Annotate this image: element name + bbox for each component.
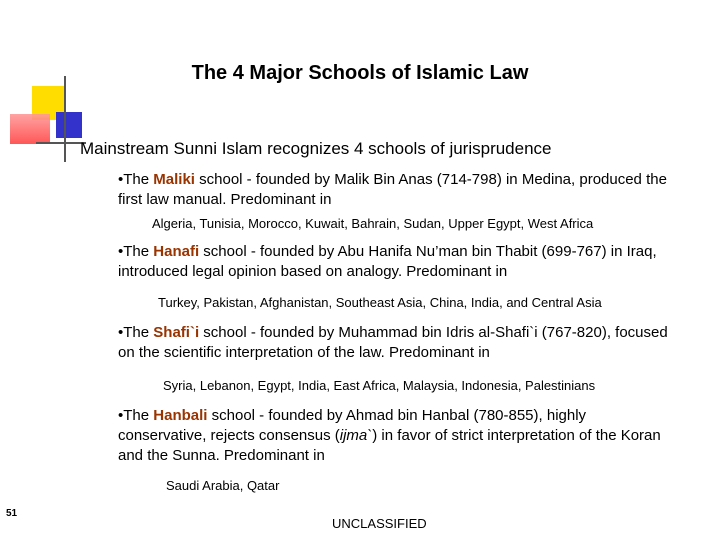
school-name-hanafi: Hanafi <box>153 243 200 260</box>
deco-vertical-line <box>64 76 66 162</box>
school-pre: The <box>123 243 154 260</box>
deco-blue-square <box>56 112 82 138</box>
school-description-italic: ijma` <box>339 427 373 444</box>
school-pre: The <box>123 324 154 341</box>
slide-number: 51 <box>6 508 18 519</box>
school-description: school - founded by Malik Bin Anas (714-798) in Medina, produced the first law manual. Predominant in <box>118 171 667 208</box>
school-entry-maliki <box>118 170 678 210</box>
intro-text: Mainstream Sunni Islam recognizes 4 schools of jurisprudence <box>80 139 552 158</box>
bullet: • <box>118 407 124 424</box>
deco-red-square <box>10 114 50 144</box>
school-entry-hanbali <box>118 406 678 466</box>
regions-maliki: Algeria, Tunisia, Morocco, Kuwait, Bahrain, Sudan, Upper Egypt, West Africa <box>152 216 594 231</box>
school-entry-hanafi <box>118 242 678 282</box>
bullet: • <box>118 243 124 260</box>
school-entry-shafii <box>118 323 678 363</box>
school-description: school - founded by Muhammad bin Idris al-Shafi`i (767-820), focused on the scientific interpretation of the law. Predominant in <box>118 324 668 361</box>
bullet: • <box>118 171 124 188</box>
school-name-hanbali: Hanbali <box>153 407 208 424</box>
school-name-shafii: Shafi`i <box>153 324 200 341</box>
deco-horizontal-line <box>36 142 86 144</box>
school-description: school - founded by Abu Hanifa Nu’man bin Thabit (699-767) in Iraq, introduced legal opinion based on analogy. Predominant in <box>118 243 657 280</box>
slide-title: The 4 Major Schools of Islamic Law <box>191 62 529 84</box>
school-name-maliki: Maliki <box>153 171 195 188</box>
regions-hanafi: Turkey, Pakistan, Afghanistan, Southeast Asia, China, India, and Central Asia <box>158 295 602 310</box>
bullet: • <box>118 324 124 341</box>
classification-label: UNCLASSIFIED <box>332 516 427 531</box>
school-description-a: school - founded by Ahmad bin Hanbal (780-855), highly conservative, rejects consensus ( <box>118 407 587 444</box>
regions-hanbali: Saudi Arabia, Qatar <box>166 478 280 493</box>
regions-shafii: Syria, Lebanon, Egypt, India, East Africa, Malaysia, Indonesia, Palestinians <box>163 378 596 393</box>
school-pre: The <box>123 407 154 424</box>
school-description-b: ) in favor of strict interpretation of the Koran and the Sunna. Predominant in <box>118 427 661 464</box>
school-pre: The <box>123 171 154 188</box>
